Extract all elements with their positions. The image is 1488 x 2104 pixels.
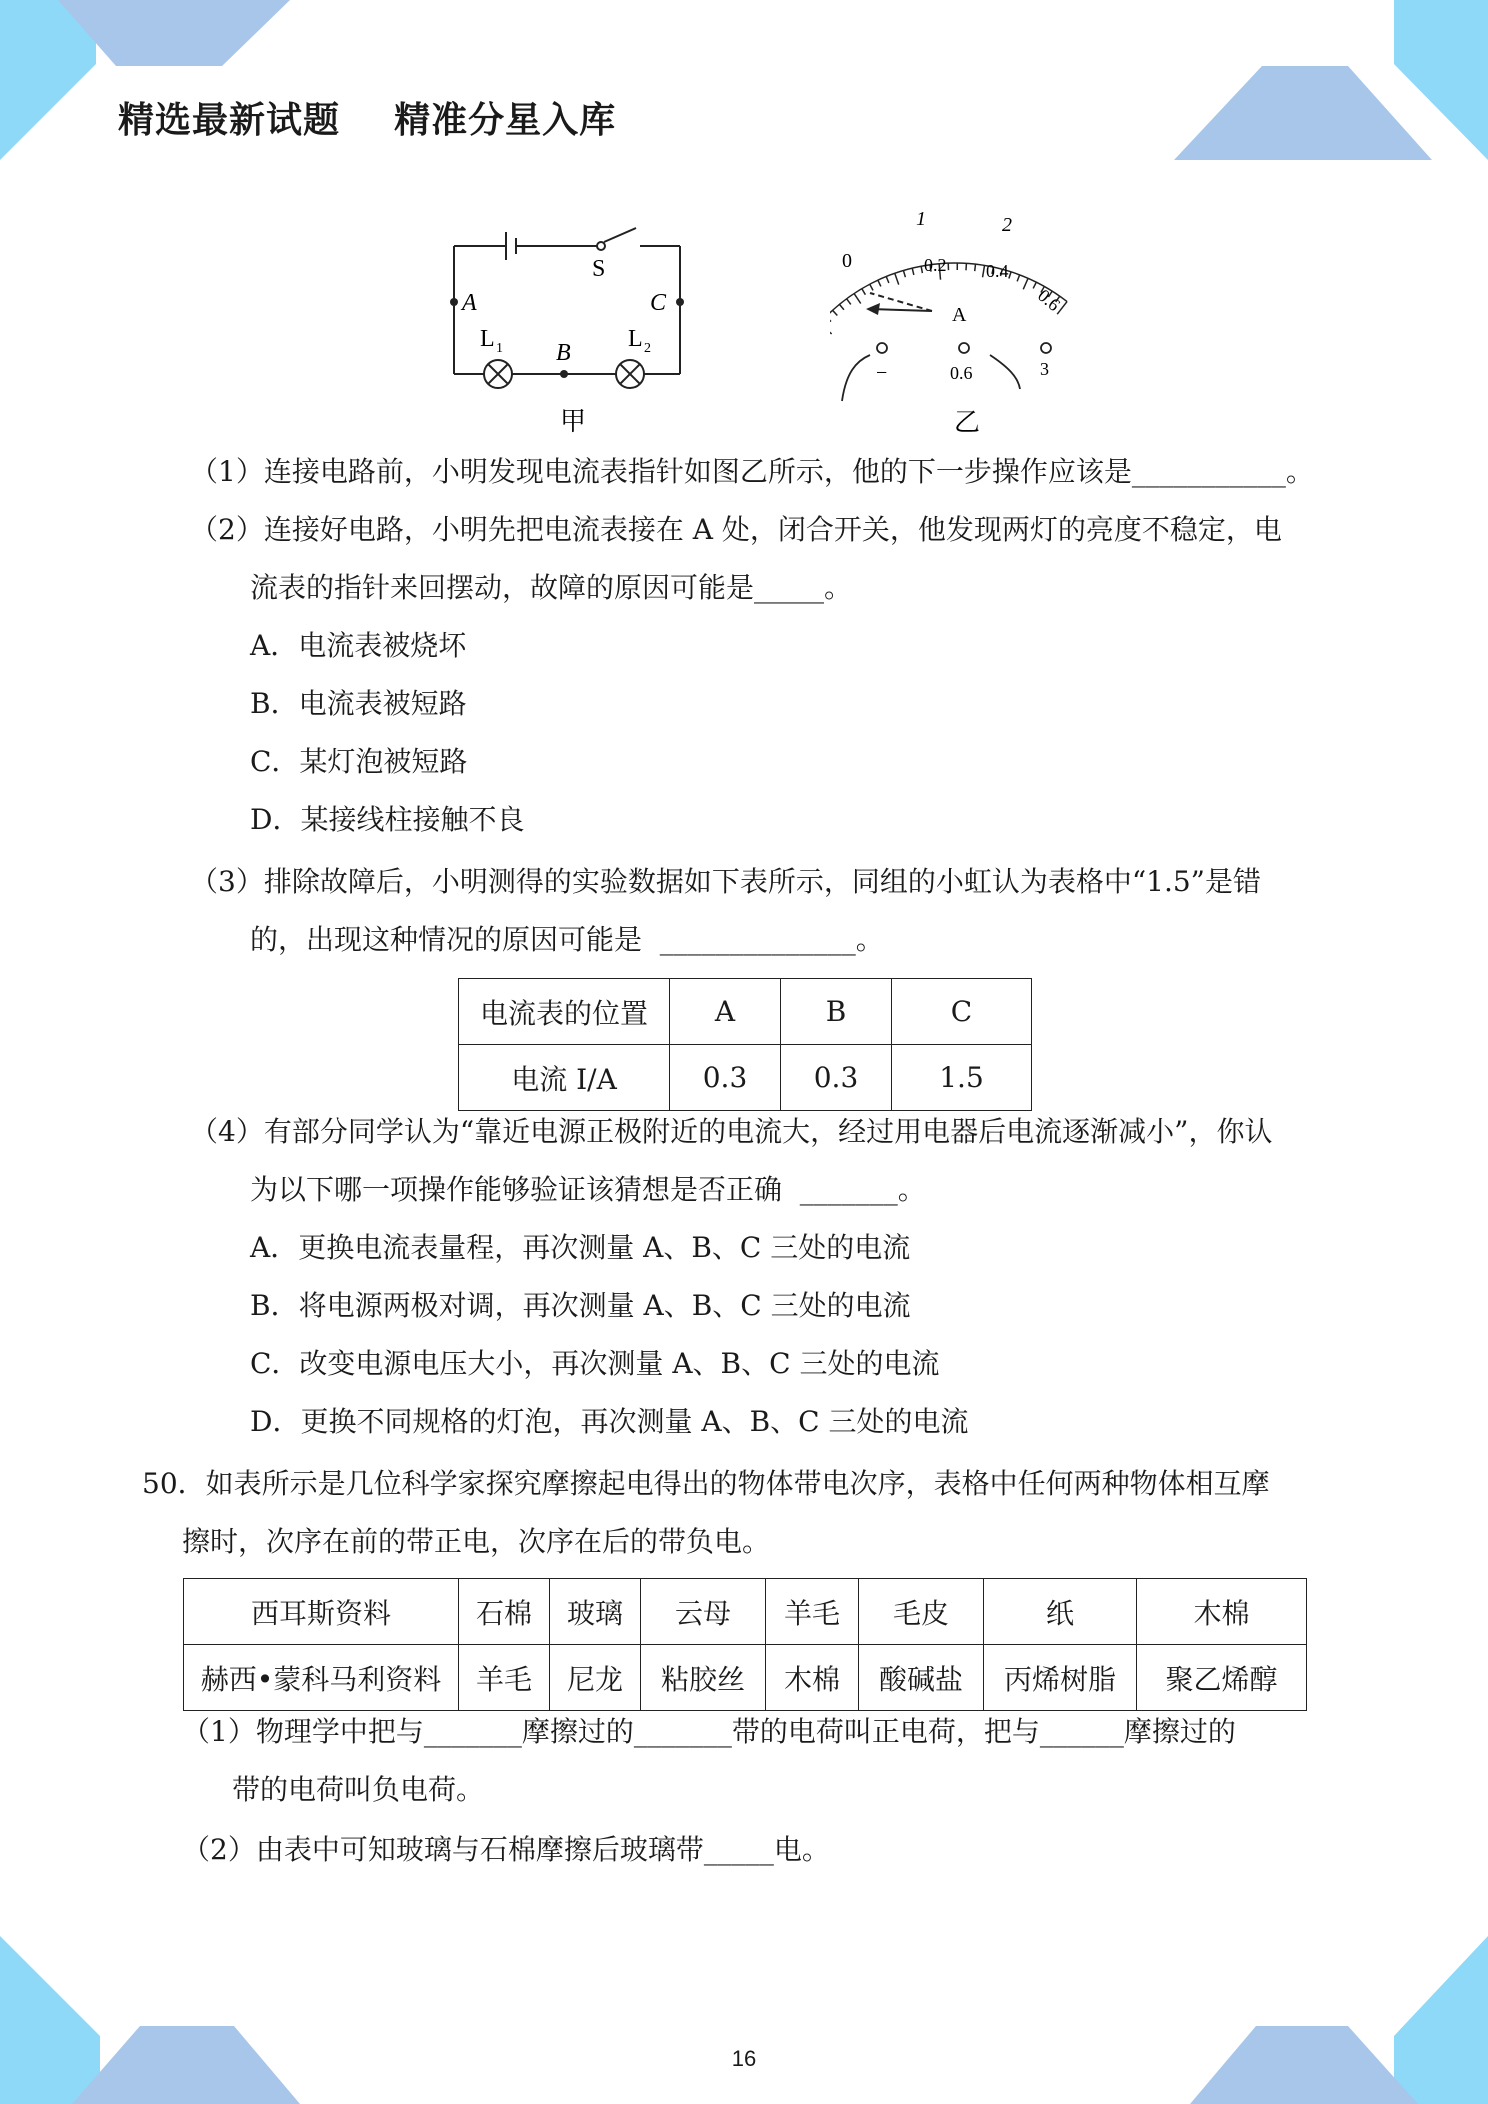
caption-jia: 甲 — [560, 407, 587, 436]
q2-option-d: D．某接线柱接触不良 — [250, 803, 525, 836]
table-cell: A — [670, 979, 781, 1045]
case-left-arc — [842, 355, 870, 401]
table-cell: 0.3 — [781, 1045, 892, 1111]
table-cell: 聚乙烯醇 — [1137, 1645, 1307, 1711]
point-b-dot — [560, 370, 568, 378]
scale-tick — [833, 310, 838, 315]
table-cell: 石棉 — [459, 1579, 550, 1645]
table-cell: 云母 — [641, 1579, 766, 1645]
table-cell: 毛皮 — [859, 1579, 984, 1645]
scale-tick — [878, 280, 881, 286]
scale-tick — [862, 289, 866, 295]
table-cell: 西耳斯资料 — [184, 1579, 459, 1645]
table-row — [184, 1579, 1307, 1645]
table-cell: 电流 I/A — [459, 1045, 670, 1111]
table-cell: 纸 — [984, 1579, 1137, 1645]
terminal-3 — [1041, 343, 1051, 353]
table-row — [459, 979, 1032, 1045]
ammeter-pointer — [870, 309, 932, 311]
table-cell: 赫西•蒙科马利资料 — [184, 1645, 459, 1711]
scale-top-1: 1 — [916, 208, 926, 230]
problem50-q1-line2: 带的电荷叫负电荷。 — [232, 1773, 485, 1806]
table-cell: 木棉 — [766, 1645, 859, 1711]
table-cell: 1.5 — [892, 1045, 1032, 1111]
terminal-06 — [959, 343, 969, 353]
materials-table — [183, 1578, 1307, 1711]
label-l2-sub: 2 — [644, 341, 651, 356]
pointer-arrowhead — [866, 303, 880, 315]
scale-tick — [1033, 282, 1036, 288]
table-row — [459, 1045, 1032, 1111]
q2-text-line2: 流表的指针来回摆动，故障的原因可能是_____。 — [250, 571, 853, 604]
scale-tick — [903, 270, 905, 277]
label-b: B — [556, 340, 571, 366]
ammeter-scale — [830, 263, 1067, 334]
header-title: 精选最新试题 精准分星入库 — [118, 100, 617, 141]
top-right-trapezoid — [1174, 66, 1432, 160]
table-cell: 丙烯树脂 — [984, 1645, 1137, 1711]
label-a: A — [462, 290, 477, 316]
label-s: S — [592, 256, 606, 282]
switch-pivot — [597, 242, 605, 250]
q4-option-d: D．更换不同规格的灯泡，再次测量 A、B、C 三处的电流 — [250, 1405, 969, 1438]
scale-tick — [886, 276, 889, 282]
scale-tick — [983, 265, 985, 277]
scale-tick — [895, 273, 899, 284]
ammeter-diagram — [830, 205, 1090, 445]
scale-top-0: 0 — [842, 250, 852, 272]
ammeter-unit: A — [952, 304, 967, 326]
table-cell: 羊毛 — [459, 1645, 550, 1711]
terminal-label-06: 0.6 — [950, 363, 973, 383]
case-right-arc — [990, 355, 1020, 389]
q2-option-b: B．电流表被短路 — [250, 687, 467, 720]
q2-option-a: A．电流表被烧坏 — [250, 629, 467, 662]
q4-text-line1: （4）有部分同学认为“靠近电源正极附近的电流大，经过用电器后电流逐渐减小”，你认 — [190, 1115, 1273, 1148]
table-cell: 尼龙 — [550, 1645, 641, 1711]
terminal-negative — [877, 343, 887, 353]
scale-tick — [839, 304, 843, 309]
table-cell: 电流表的位置 — [459, 979, 670, 1045]
switch-lever — [604, 228, 636, 242]
scale-tick — [830, 317, 831, 322]
table-cell: 粘胶丝 — [641, 1645, 766, 1711]
scale-tick — [830, 323, 832, 334]
point-a-dot — [450, 298, 458, 306]
label-l1: L — [480, 326, 495, 352]
table-cell: B — [781, 979, 892, 1045]
scale-tick — [1009, 272, 1011, 279]
q4-option-a: A．更换电流表量程，再次测量 A、B、C 三处的电流 — [250, 1231, 911, 1264]
table-row — [184, 1645, 1307, 1711]
scale-tick — [854, 294, 861, 304]
q4-option-b: B．将电源两极对调，再次测量 A、B、C 三处的电流 — [250, 1289, 911, 1322]
scale-tick — [1023, 278, 1028, 289]
table-cell: 羊毛 — [766, 1579, 859, 1645]
scale-tick — [847, 299, 851, 305]
scale-bottom-04: 0.4 — [986, 261, 1009, 281]
q4-option-c: C．改变电源电压大小，再次测量 A、B、C 三处的电流 — [250, 1347, 940, 1380]
table-cell: 玻璃 — [550, 1579, 641, 1645]
q4-text-line2: 为以下哪一项操作能够验证该猜想是否正确 _______。 — [250, 1173, 926, 1206]
q1-text: （1）连接电路前，小明发现电流表指针如图乙所示，他的下一步操作应该是___________。 — [190, 455, 1314, 488]
label-l1-sub: 1 — [496, 341, 503, 356]
bottom-left-triangle — [0, 1936, 100, 2104]
scale-bottom-02: 0.2 — [924, 255, 947, 275]
bottom-right-triangle — [1394, 1936, 1488, 2104]
problem50-text-line2: 擦时，次序在前的带正电，次序在后的带负电。 — [182, 1525, 771, 1558]
q2-option-c: C．某灯泡被短路 — [250, 745, 468, 778]
circuit-diagram — [440, 212, 700, 452]
scale-arc — [830, 263, 1067, 323]
scale-top-2: 2 — [1002, 214, 1012, 236]
current-table — [458, 978, 1032, 1111]
terminal-label-3: 3 — [1040, 359, 1049, 379]
problem50-q1-line1: （1）物理学中把与_______摩擦过的_______带的电荷叫正电荷，把与______摩擦过的 — [182, 1715, 1236, 1748]
label-c: C — [650, 290, 667, 316]
q3-text-line2: 的，出现这种情况的原因可能是 ______________。 — [250, 923, 884, 956]
scale-tick — [975, 264, 976, 271]
scale-tick — [921, 266, 922, 273]
point-c-dot — [676, 298, 684, 306]
page-number: 16 — [731, 2046, 757, 2071]
scale-bottom-06: 0.6 — [1034, 285, 1065, 315]
label-l2: L — [628, 326, 643, 352]
table-cell: 木棉 — [1137, 1579, 1307, 1645]
problem50-q2: （2）由表中可知玻璃与石棉摩擦后玻璃带_____电。 — [182, 1833, 830, 1866]
table-cell: C — [892, 979, 1032, 1045]
q3-text-line1: （3）排除故障后，小明测得的实验数据如下表所示，同组的小虹认为表格中“1.5”是错 — [190, 865, 1261, 898]
scale-tick — [870, 284, 873, 290]
caption-yi: 乙 — [954, 408, 981, 437]
table-cell: 0.3 — [670, 1045, 781, 1111]
problem50-text-line1: 50．如表所示是几位科学家探究摩擦起电得出的物体带电次序，表格中任何两种物体相互摩 — [142, 1467, 1270, 1500]
scale-tick — [1017, 275, 1019, 282]
q2-text-line1: （2）连接好电路，小明先把电流表接在 A 处，闭合开关，他发现两灯的亮度不稳定，电 — [190, 513, 1282, 546]
table-cell: 酸碱盐 — [859, 1645, 984, 1711]
terminal-label-negative: − — [876, 362, 888, 384]
scale-tick — [912, 268, 914, 275]
